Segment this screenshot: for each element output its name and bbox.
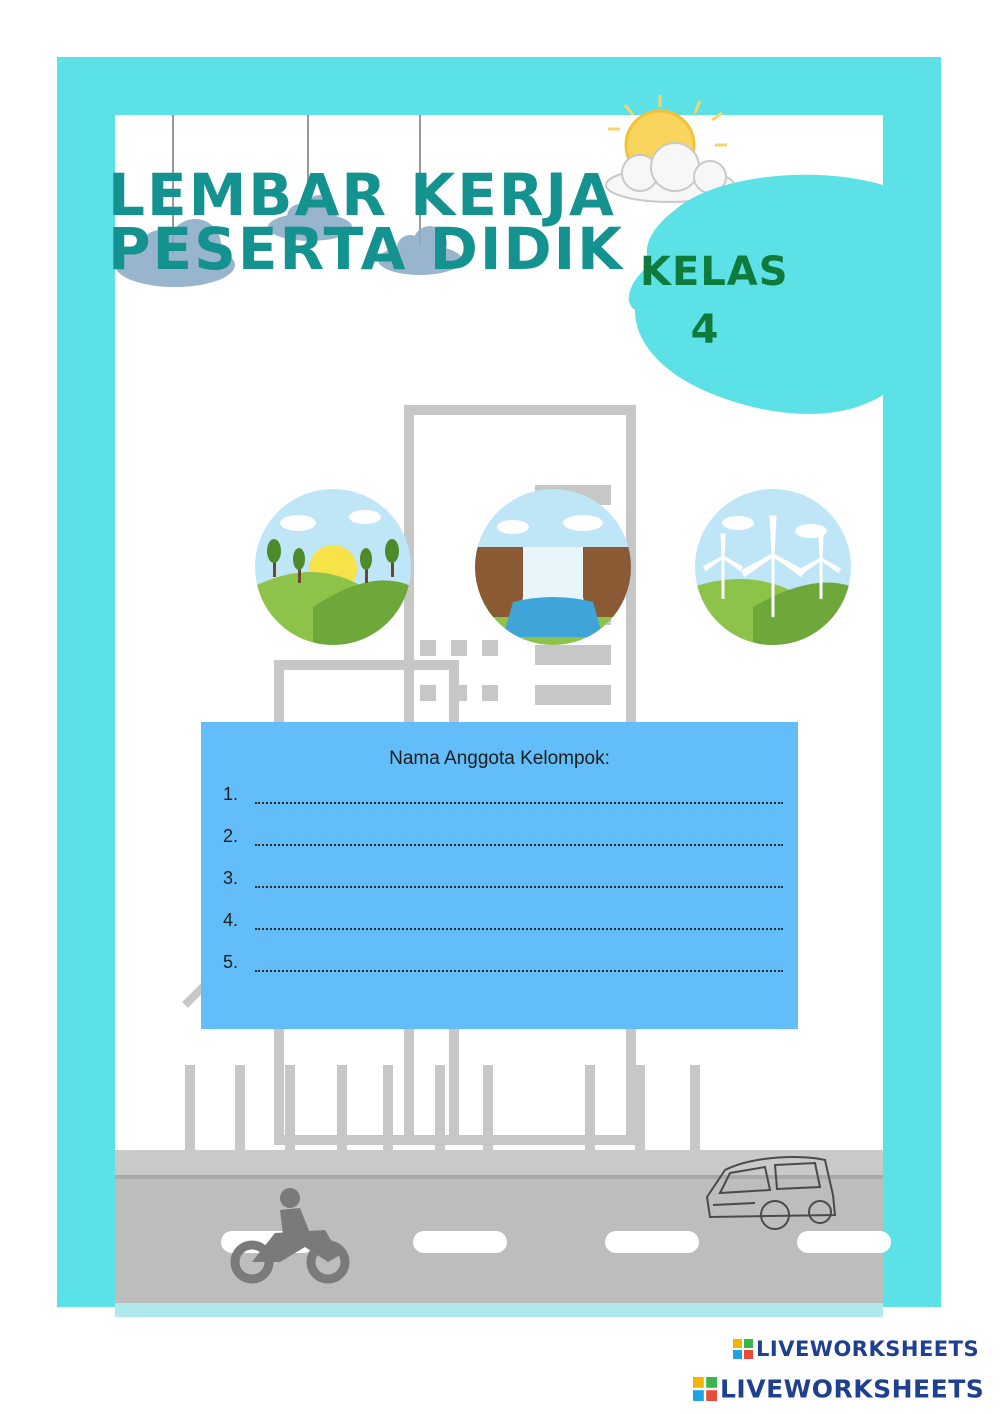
liveworksheets-cube-icon [693, 1377, 717, 1401]
member-number: 2. [223, 826, 239, 846]
liveworksheets-logo [733, 1336, 979, 1361]
liveworksheets-cube-icon [733, 1339, 753, 1359]
member-name-line[interactable] [255, 844, 783, 846]
class-badge [640, 243, 789, 359]
members-heading: Nama Anggota Kelompok: [389, 748, 610, 769]
sun-landscape-icon [253, 487, 413, 647]
member-number: 5. [223, 952, 239, 972]
member-row-4[interactable] [223, 910, 783, 936]
group-members-box [201, 722, 798, 1029]
member-row-1[interactable] [223, 784, 783, 810]
title-line-2: PESERTA DIDIK [108, 215, 625, 283]
sun-icon [606, 95, 734, 202]
member-name-line[interactable] [255, 928, 783, 930]
liveworksheets-footer-logo[interactable] [693, 1373, 984, 1404]
waterfall-icon [473, 487, 633, 647]
title-line-1: LEMBAR KERJA [108, 161, 616, 229]
member-row-5[interactable] [223, 952, 783, 978]
member-number: 3. [223, 868, 239, 888]
member-name-line[interactable] [255, 886, 783, 888]
member-row-2[interactable] [223, 826, 783, 852]
class-label: KELAS [640, 249, 789, 295]
member-row-3[interactable] [223, 868, 783, 894]
liveworksheets-text: LIVEWORKSHEETS [720, 1374, 985, 1404]
member-number: 4. [223, 910, 239, 930]
wind-turbine-icon [693, 487, 853, 647]
liveworksheets-text: LIVEWORKSHEETS [756, 1337, 980, 1361]
worksheet-title [108, 161, 625, 283]
member-number: 1. [223, 784, 239, 804]
member-name-line[interactable] [255, 970, 783, 972]
class-number: 4 [690, 307, 720, 353]
member-name-line[interactable] [255, 802, 783, 804]
